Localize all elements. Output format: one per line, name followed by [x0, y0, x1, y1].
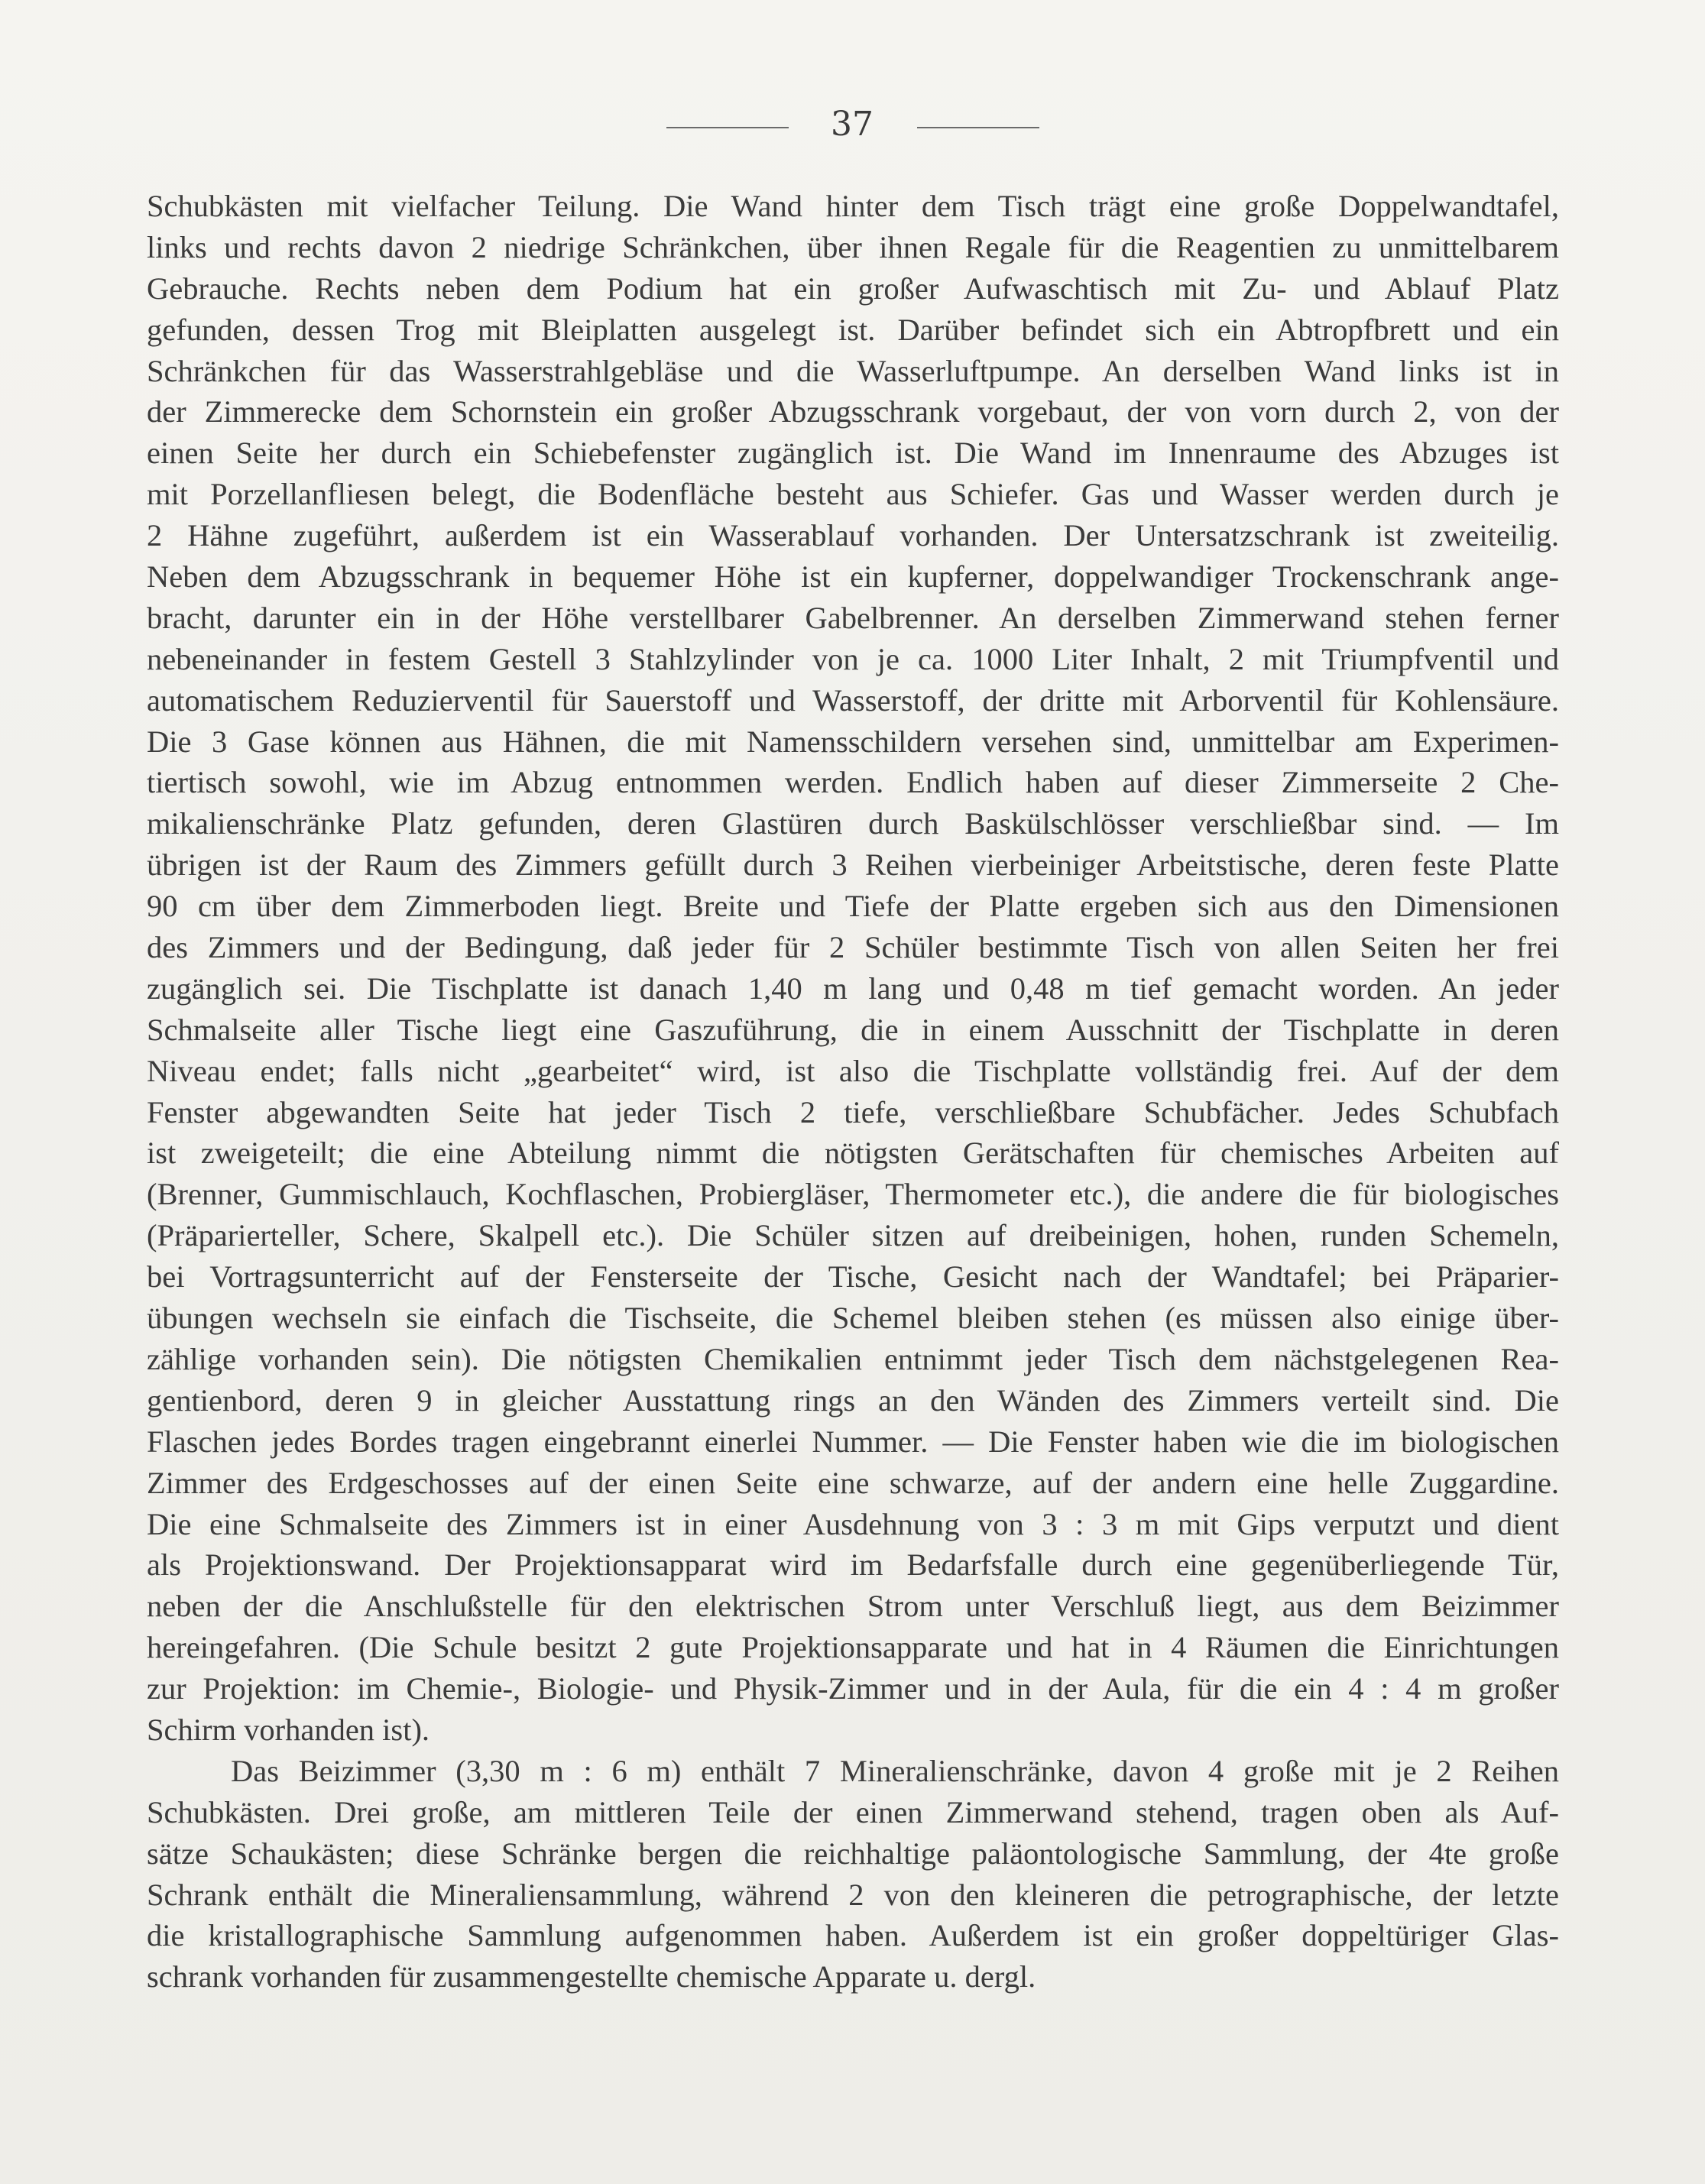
text-line: zur Projektion: im Chemie-, Biologie- und Physik-Zimmer und in der Aula, für die ein 4 : 4 m großer [147, 1671, 1559, 1706]
text-line: zugänglich sei. Die Tischplatte ist danach 1,40 m lang und 0,48 m tief gemacht worden. An jeder [147, 970, 1559, 1006]
text-line: Schubkästen mit vielfacher Teilung. Die Wand hinter dem Tisch trägt eine große Doppelwandtafel, [147, 189, 1559, 223]
text-line: zählige vorhanden sein). Die nötigsten Chemikalien entnimmt jeder Tisch dem nächstgelegenen Rea- [147, 1341, 1559, 1376]
text-line: Niveau endet; falls nicht „gearbeitet“ wird, ist also die Tischplatte vollständig frei. Auf der dem [147, 1053, 1559, 1088]
text-line: schrank vorhanden für zusammengestellte chemische Apparate u. dergl. [147, 1959, 1036, 1994]
text-line: Schubkästen. Drei große, am mittleren Teile der einen Zimmerwand stehend, tragen oben als Auf- [147, 1794, 1559, 1829]
text-line: hereingefahren. (Die Schule besitzt 2 gute Projektionsapparate und hat in 4 Räumen die Einrichtungen [147, 1630, 1559, 1665]
text-line: Schränkchen für das Wasserstrahlgebläse und die Wasserluftpumpe. An derselben Wand links ist in [147, 353, 1559, 388]
page-number: 37 [831, 105, 874, 144]
text-line: mit Porzellanfliesen belegt, die Bodenfläche besteht aus Schiefer. Gas und Wasser werden durch je [147, 477, 1559, 512]
text-line: Flaschen jedes Bordes tragen eingebrannt einerlei Nummer. — Die Fenster haben wie die im biologischen [147, 1424, 1559, 1459]
text-line: bei Vortragsunterricht auf der Fensterseite der Tische, Gesicht nach der Wandtafel; bei Präparier- [147, 1259, 1559, 1295]
text-line: Fenster abgewandten Seite hat jeder Tisch 2 tiefe, verschließbare Schubfächer. Jedes Schubfach [147, 1094, 1559, 1129]
text-line: des Zimmers und der Bedingung, daß jeder für 2 Schüler bestimmte Tisch von allen Seiten her frei [147, 930, 1559, 965]
header-rule-left [666, 127, 789, 128]
paragraph [147, 1751, 1559, 1998]
text-line: ist zweigeteilt; die eine Abteilung nimmt die nötigsten Gerätschaften für chemisches Arbeiten auf [147, 1136, 1559, 1171]
text-line: Gebrauche. Rechts neben dem Podium hat ein großer Aufwaschtisch mit Zu- und Ablauf Platz [147, 271, 1559, 306]
text-line: Die eine Schmalseite des Zimmers ist in einer Ausdehnung von 3 : 3 m mit Gips verputzt und dient [147, 1506, 1559, 1541]
text-line: gentienbord, deren 9 in gleicher Ausstattung rings an den Wänden des Zimmers verteilt sind. Die [147, 1382, 1559, 1418]
text-line: Schrank enthält die Mineraliensammlung, während 2 von den kleineren die petrographische, der letzte [147, 1877, 1559, 1912]
text-line: 2 Hähne zugeführt, außerdem ist ein Wasserablauf vorhanden. Der Untersatzschrank ist zweiteilig. [147, 518, 1559, 553]
text-line: gefunden, dessen Trog mit Bleiplatten ausgelegt ist. Darüber befindet sich ein Abtropfbrett und ein [147, 312, 1559, 347]
text-line: der Zimmerecke dem Schornstein ein großer Abzugsschrank vorgebaut, der von vorn durch 2, von der [147, 394, 1559, 429]
text-line: nebeneinander in festem Gestell 3 Stahlzylinder von je ca. 1000 Liter Inhalt, 2 mit Triumpfventil und [147, 641, 1559, 676]
header-rule-right [917, 127, 1039, 128]
text-line: neben der die Anschlußstelle für den elektrischen Strom unter Verschluß liegt, aus dem Beizimmer [147, 1589, 1559, 1624]
text-line: einen Seite her durch ein Schiebefenster zugänglich ist. Die Wand im Innenraume des Abzuges ist [147, 436, 1559, 471]
text-line: (Präparierteller, Schere, Skalpell etc.). Die Schüler sitzen auf dreibeinigen, hohen, runden Schemeln, [147, 1218, 1559, 1253]
text-line: mikalienschränke Platz gefunden, deren Glastüren durch Baskülschlösser verschließbar sind. — Im [147, 806, 1559, 841]
text-line: Schirm vorhanden ist). [147, 1712, 430, 1747]
text-line: Zimmer des Erdgeschosses auf der einen Seite eine schwarze, auf der andern eine helle Zuggardine. [147, 1465, 1559, 1500]
text-line: Schmalseite aller Tische liegt eine Gaszuführung, die in einem Ausschnitt der Tischplatte in deren [147, 1012, 1559, 1047]
text-line: übrigen ist der Raum des Zimmers gefüllt durch 3 Reihen vierbeiniger Arbeitstische, deren feste Platte [147, 847, 1559, 883]
text-line: sätze Schaukästen; diese Schränke bergen die reichhaltige paläontologische Sammlung, der 4te große [147, 1836, 1559, 1871]
text-line: tiertisch sowohl, wie im Abzug entnommen werden. Endlich haben auf dieser Zimmerseite 2 Che- [147, 765, 1559, 800]
text-line: Neben dem Abzugsschrank in bequemer Höhe ist ein kupferner, doppelwandiger Trockenschrank ange- [147, 559, 1559, 595]
text-line: links und rechts davon 2 niedrige Schränkchen, über ihnen Regale für die Reagentien zu unmittelbarem [147, 229, 1559, 264]
paragraph [147, 186, 1559, 1751]
text-line: automatischem Reduzierventil für Sauerstoff und Wasserstoff, der dritte mit Arborventil für Kohlensäure. [147, 682, 1559, 718]
text-line: Das Beizimmer (3,30 m : 6 m) enthält 7 Mineralienschränke, davon 4 große mit je 2 Reihen [231, 1753, 1559, 1788]
page-header [0, 98, 1705, 151]
text-line: Die 3 Gase können aus Hähnen, die mit Namensschildern versehen sind, unmittelbar am Experimen- [147, 724, 1559, 759]
text-line: als Projektionswand. Der Projektionsapparat wird im Bedarfsfalle durch eine gegenüberliegende Tür, [147, 1547, 1559, 1583]
text-line: die kristallographische Sammlung aufgenommen haben. Außerdem ist ein großer doppeltüriger Glas- [147, 1918, 1559, 1953]
text-line: (Brenner, Gummischlauch, Kochflaschen, Probiergläser, Thermometer etc.), die andere die für biologisches [147, 1177, 1559, 1212]
text-line: übungen wechseln sie einfach die Tischseite, die Schemel bleiben stehen (es müssen also einige über- [147, 1301, 1559, 1336]
text-line: bracht, darunter ein in der Höhe verstellbarer Gabelbrenner. An derselben Zimmerwand stehen ferner [147, 600, 1559, 635]
body-text [147, 186, 1559, 1998]
text-line: 90 cm über dem Zimmerboden liegt. Breite und Tiefe der Platte ergeben sich aus den Dimensionen [147, 889, 1559, 924]
